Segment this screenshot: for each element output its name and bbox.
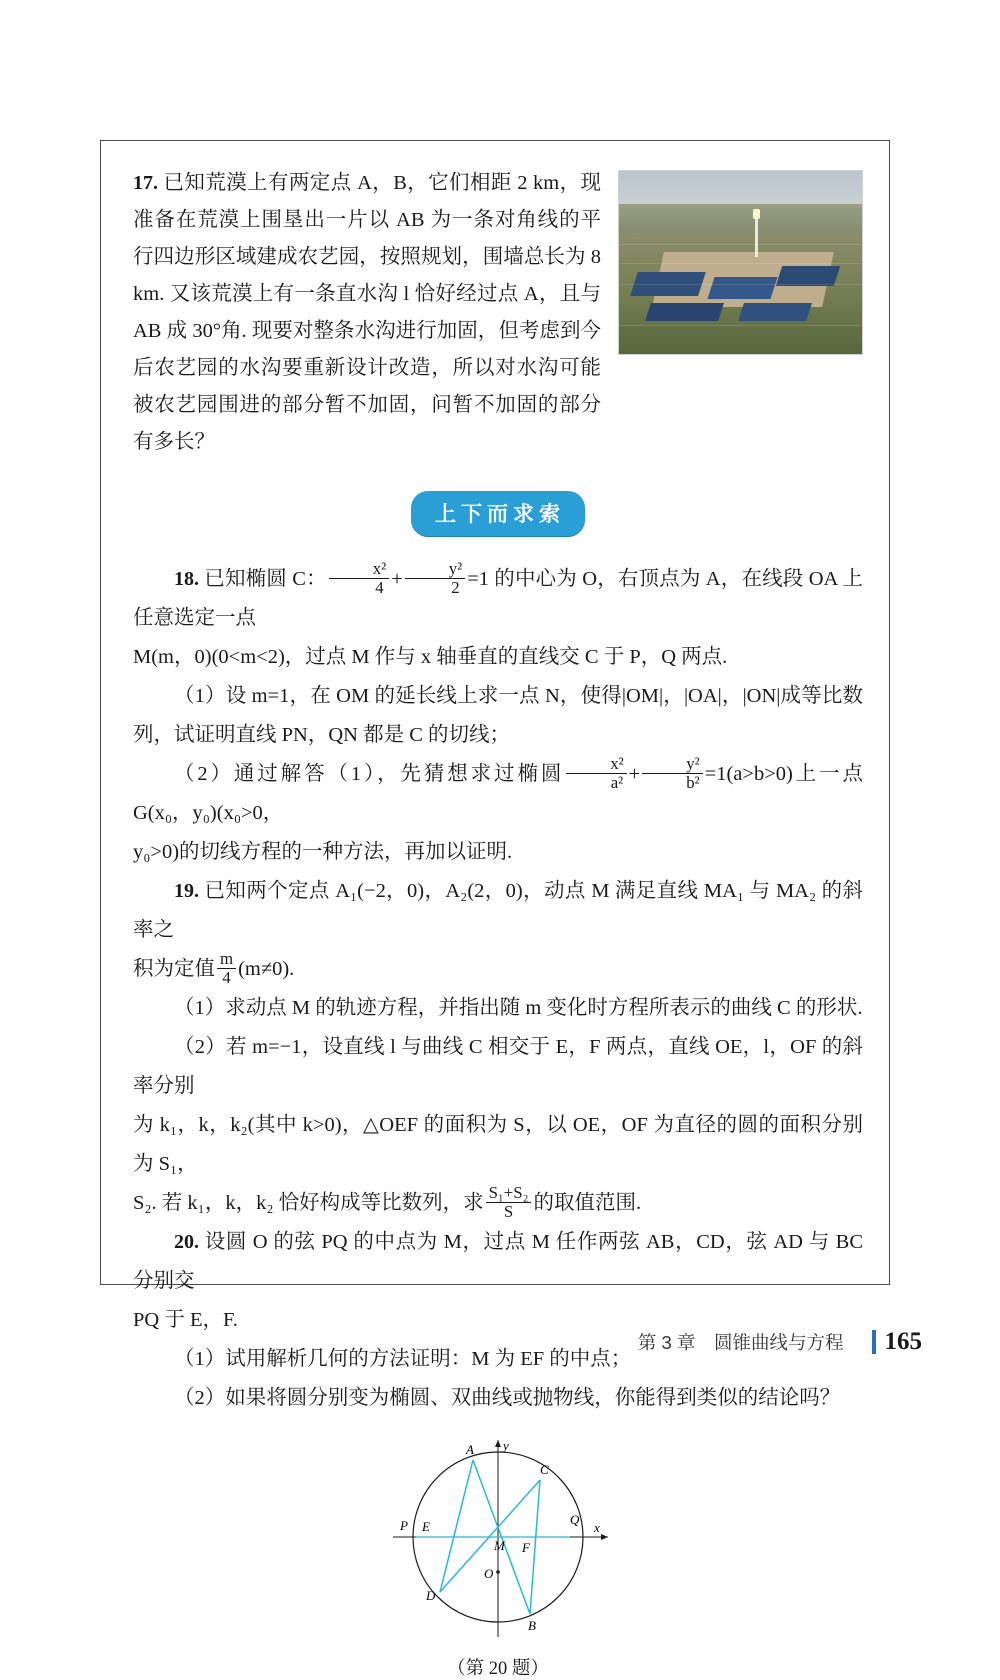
- fraction-denominator: 4: [217, 968, 236, 987]
- problem-19-stem-b: [133, 950, 863, 989]
- photo-field-line: [619, 284, 862, 285]
- label-x-axis: x: [594, 1520, 600, 1536]
- fraction-numerator: y²: [448, 559, 463, 578]
- label-F: F: [522, 1540, 530, 1556]
- label-O: O: [484, 1566, 494, 1582]
- photo-tower-top: [753, 209, 760, 219]
- fraction-numerator: y²: [686, 754, 700, 774]
- section-banner: 上下而求索: [411, 491, 585, 536]
- problem-18-sub2: （2）通过解答（1），先猜想求过椭圆 $\frac{\text{x²}}{\text{a²}}$ + $\frac{\text{y²}}{\text{b²}}$ =1(a>b>0)上一点 G(x₀，y₀)(x₀>0，: [133, 754, 864, 825]
- fraction-denominator: b²: [642, 773, 702, 792]
- footer-page-number: 165: [884, 1328, 922, 1355]
- problem-20-stem-line2: PQ 于 E，F.: [133, 1309, 238, 1332]
- problem-18-sub2-b: =1(a>b>0)上一点 G(x₀，y₀)(x₀>0，: [133, 763, 864, 825]
- y-axis-arrow: [495, 1440, 501, 1447]
- fraction-denominator: 4: [329, 578, 389, 597]
- label-P: P: [400, 1518, 408, 1534]
- fraction-numerator: x²: [372, 559, 387, 578]
- section-banner-row: [133, 491, 863, 536]
- label-B: B: [528, 1618, 536, 1634]
- problem-18-stem: 18. 已知椭圆 C： $\frac{\text{x²}}{4}$ + $\frac{\text{y²}}{2}$ =1 的中心为 O，右顶点为 A，在线段 OA 上任意选定一点: [133, 559, 863, 630]
- photo-field-line: [619, 325, 862, 326]
- problem-17-number: 17.: [133, 172, 158, 194]
- label-Q: Q: [570, 1512, 580, 1528]
- fraction-m-over-4: [217, 950, 236, 987]
- fraction-denominator: S: [486, 1202, 532, 1221]
- point-O-dot: [496, 1571, 500, 1575]
- fraction-x2-over-4: [329, 560, 389, 597]
- photo-field-line: [619, 244, 862, 245]
- label-y-axis: y: [503, 1438, 509, 1454]
- label-M: M: [494, 1538, 505, 1554]
- photo-solar-panel: [738, 303, 812, 321]
- footer-accent-bar: [872, 1330, 876, 1354]
- page-footer: [638, 1328, 922, 1356]
- circle-chord-figure: [288, 1432, 708, 1647]
- photo-solar-panel: [645, 303, 724, 321]
- problem-19-sub1: （1）求动点 M 的轨迹方程，并指出随 m 变化时方程所表示的曲线 C 的形状.: [174, 997, 863, 1020]
- problem-20-number: 20.: [174, 1231, 199, 1254]
- label-A: A: [466, 1442, 474, 1458]
- solar-farm-photo: [618, 170, 863, 355]
- problem-19-sub2-line3-a: S₂. 若 k₁，k，k₂ 恰好构成等比数列，求: [133, 1192, 484, 1215]
- fraction-numerator: S₁+S₂: [488, 1183, 529, 1203]
- chord-AD: [440, 1460, 473, 1592]
- figure-problem-20: [133, 1432, 863, 1680]
- problem-19-stem-a: 已知两个定点 A₁(−2，0)，A₂(2，0)，动点 M 满足直线 MA₁ 与 MA₂ 的斜率之: [133, 880, 863, 942]
- problem-20-sub1: （1）试用解析几何的方法证明：M 为 EF 的中点；: [174, 1348, 632, 1371]
- problem-18-stem-mid: =1 的中心为 O，右顶点为 A，在线段 OA 上任意选定一点: [133, 568, 863, 630]
- problem-20-sub2: （2）如果将圆分别变为椭圆、双曲线或抛物线，你能得到类似的结论吗？: [174, 1387, 841, 1410]
- problem-19-sub2-line1: （2）若 m=−1，设直线 l 与曲线 C 相交于 E，F 两点，直线 OE，l，OF 的斜率分别: [133, 1036, 863, 1098]
- problem-17-text: [133, 165, 601, 461]
- problem-18-sub2-c: y₀>0)的切线方程的一种方法，再加以证明.: [133, 841, 513, 864]
- x-axis-arrow: [601, 1534, 608, 1540]
- problem-20-stem: [133, 1223, 863, 1301]
- fraction-denominator: a²: [566, 773, 626, 792]
- problem-19-sub2-line3-b: 的取值范围.: [533, 1192, 642, 1215]
- label-D: D: [426, 1588, 436, 1604]
- fraction-s1s2-over-s: [486, 1184, 532, 1221]
- problem-19-sub2-line2: 为 k₁，k，k₂(其中 k>0)，△OEF 的面积为 S，以 OE，OF 为直径的圆的面积分别为 S₁，: [133, 1114, 863, 1176]
- problem-18-sub2-a: （2）通过解答（1），先猜想求过椭圆: [174, 763, 565, 786]
- problem-17-body: 已知荒漠上有两定点 A，B，它们相距 2 km，现准备在荒漠上围垦出一片以 AB 为一条对角线的平行四边形区域建成农艺园，按照规划，围墙总长为 8 km. 又该荒漠上有一条直水沟 l 恰好经过点 A，且与 AB 成 30°角. 现要对整条水沟进行加固，但考虑到今后农艺园的水沟要重新设计改造，所以对水沟可能被农艺园围进的部分暂不加固，问暂不加固的部分有多长？: [133, 172, 601, 453]
- photo-solar-panel: [776, 266, 841, 286]
- fraction-denominator: 2: [405, 578, 465, 597]
- problem-18-number: 18.: [174, 568, 199, 591]
- fraction-y2-over-2: [405, 560, 465, 597]
- problem-20-stem-line1: 设圆 O 的弦 PQ 的中点为 M，过点 M 任作两弦 AB，CD，弦 AD 与 BC 分别交: [133, 1231, 863, 1293]
- problem-18-sub1: （1）设 m=1，在 OM 的延长线上求一点 N，使得|OM|，|OA|，|ON|成等比数列，试证明直线 PN，QN 都是 C 的切线；: [133, 685, 863, 747]
- label-E: E: [422, 1519, 430, 1535]
- problem-19-stem: [133, 872, 863, 950]
- problem-19-number: 19.: [174, 880, 199, 903]
- problem-19-sub2-line3: [133, 1184, 863, 1223]
- problem-17: [133, 165, 863, 461]
- photo-field-line: [619, 263, 862, 264]
- label-C: C: [540, 1462, 549, 1478]
- problem-19-stem-b-text: 积为定值: [133, 958, 215, 981]
- page-content: [133, 165, 863, 1680]
- problem-19-stem-b-tail: (m≠0).: [238, 958, 295, 981]
- photo-solar-panel: [708, 277, 778, 299]
- fraction-y2-over-b2: [642, 755, 702, 792]
- problem-18-stem-line2: M(m，0)(0<m<2)，过点 M 作与 x 轴垂直的直线交 C 于 P，Q 两点.: [133, 646, 728, 669]
- fraction-numerator: x²: [610, 754, 624, 774]
- photo-tower: [755, 213, 758, 257]
- problem-18-stem-prefix: 已知椭圆 C：: [204, 568, 327, 591]
- chord-BC: [530, 1480, 540, 1614]
- figure-caption: （第 20 题）: [447, 1659, 549, 1680]
- fraction-x2-over-a2: [566, 755, 626, 792]
- footer-chapter-label: 第 3 章 圆锥曲线与方程: [637, 1332, 844, 1353]
- fraction-numerator: m: [220, 949, 234, 969]
